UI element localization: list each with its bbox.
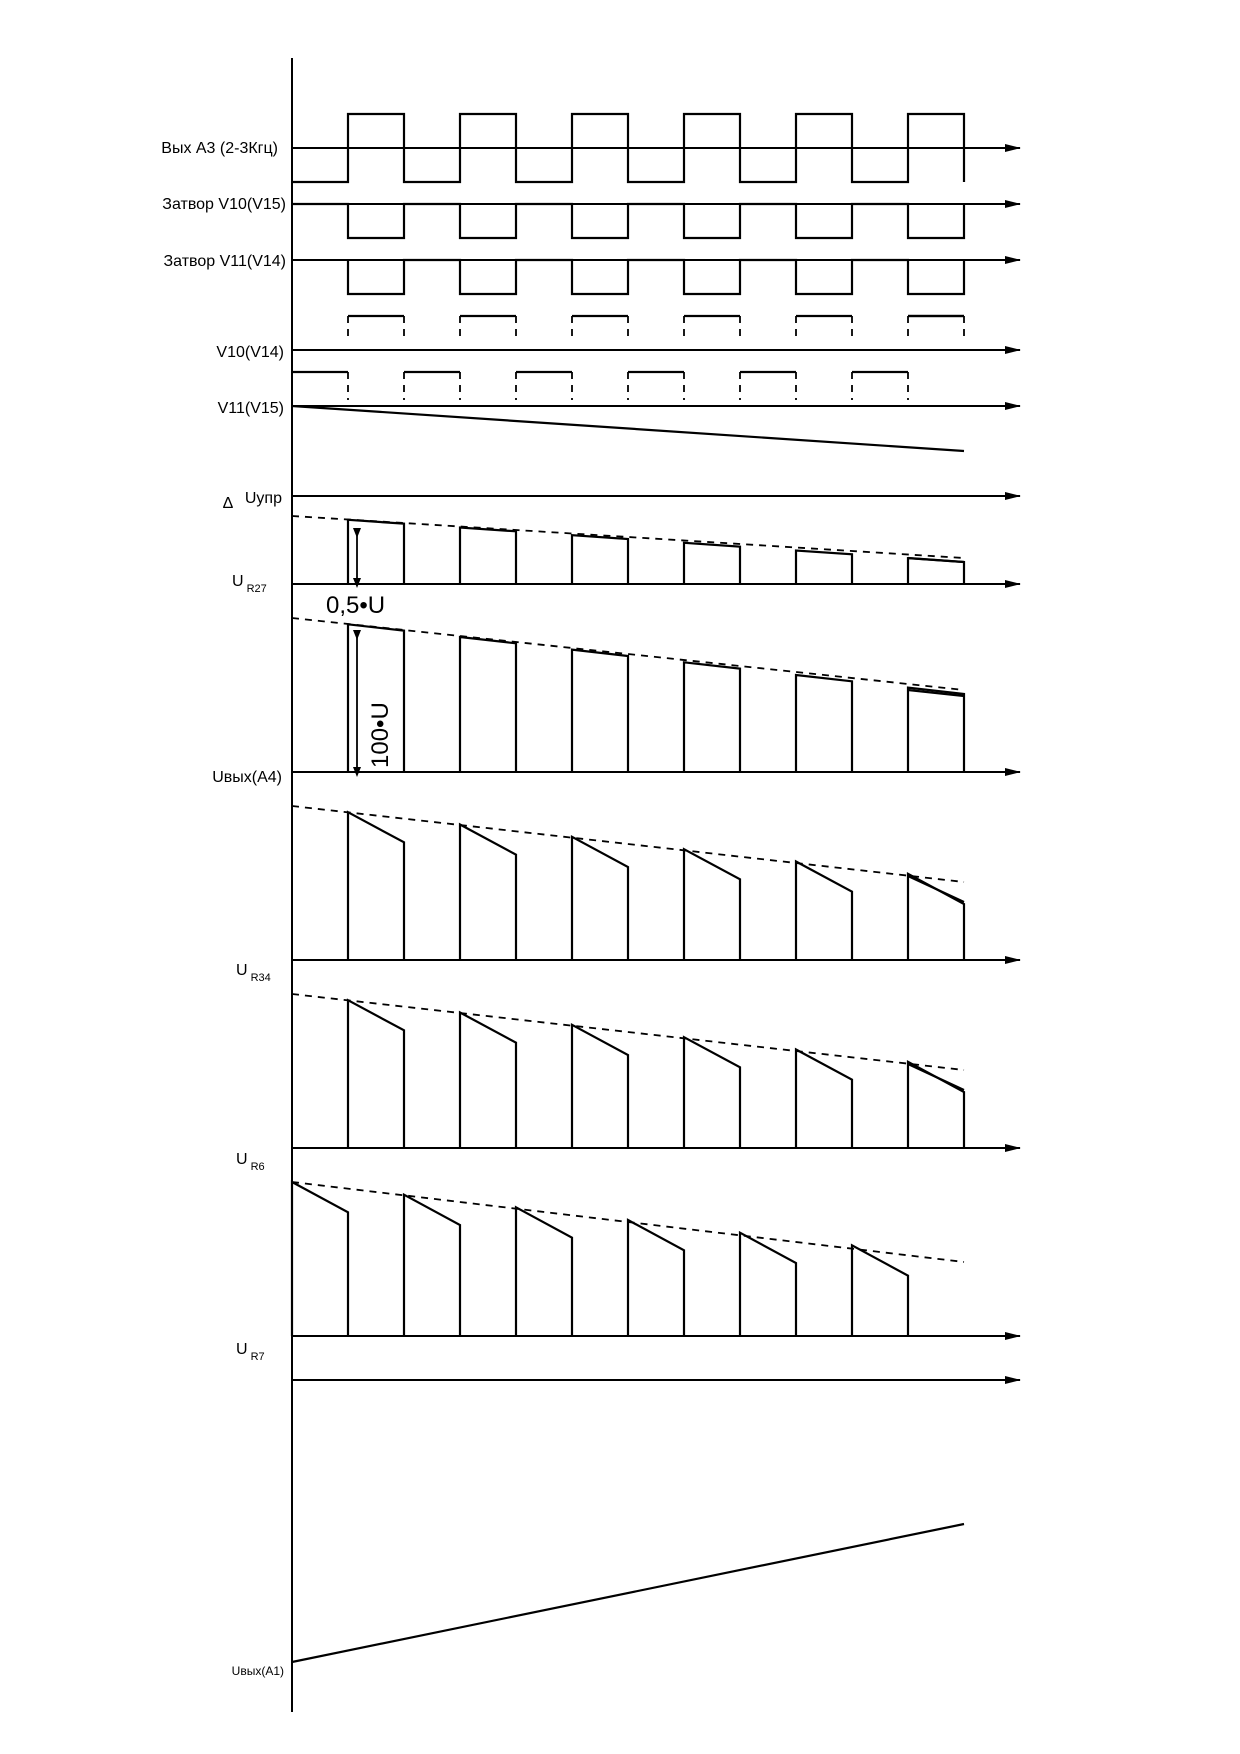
label-gate-v11: Затвор V11(V14) (163, 253, 286, 270)
ur7-pulse (292, 1182, 348, 1336)
waveforms (292, 114, 964, 1662)
uout-a4-pulse (908, 688, 964, 772)
ur7-pulse (852, 1245, 908, 1336)
ur34-tail (908, 876, 964, 902)
label-uout-a4: Uвых(А4) (212, 769, 282, 786)
ur34-pulse (684, 849, 740, 960)
ur6-pulse (460, 1013, 516, 1149)
label-ur27-main: U (232, 573, 244, 590)
ur7-pulse (404, 1195, 460, 1336)
label-ur27-sub: R27 (246, 583, 267, 595)
ur34-pulse (348, 812, 404, 960)
label-ur34-sub: R34 (250, 972, 271, 984)
label-uout-a1: Uвых(А1) (231, 1664, 284, 1678)
label-v10: V10(V14) (216, 344, 284, 361)
ur6-pulse (796, 1050, 852, 1149)
ur6-pulse (348, 1000, 404, 1148)
uout-a4-pulse (460, 637, 516, 772)
label-ur7-sub: R7 (250, 1351, 265, 1363)
annotation-half-u: 0,5•U (326, 592, 386, 619)
label-delta-uupr: Uупр (244, 490, 282, 507)
ur27-pulse (684, 543, 740, 584)
label-gate-v10: Затвор V10(V15) (162, 196, 286, 213)
ur7-pulse (516, 1207, 572, 1336)
annotation-hundred-u: 100•U (367, 702, 394, 768)
waveform-gate-v11 (348, 260, 964, 294)
ur6-tail (908, 1064, 964, 1090)
label-ur6-main: U (236, 1151, 248, 1168)
ur7-pulse (628, 1220, 684, 1336)
label-ur7-main: U (236, 1341, 248, 1358)
label-ur34-main: U (236, 962, 248, 979)
label-ur7 (236, 1341, 265, 1363)
v11-ramp-line (292, 406, 964, 451)
label-delta-uupr-symbol: Δ (222, 495, 234, 512)
ur27-tail (908, 558, 964, 562)
label-v11: V11(V15) (217, 400, 284, 417)
ur34-pulse (460, 825, 516, 961)
ur27-pulse (796, 551, 852, 585)
ur27-pulse (572, 535, 628, 584)
waveform-gate-v10 (292, 204, 964, 238)
uout-a1-ramp-line (292, 1524, 964, 1662)
ur34-pulse (572, 837, 628, 960)
label-a3-output: Вых А3 (2-3Кгц) (161, 140, 278, 157)
label-ur6 (236, 1151, 265, 1173)
ur34-pulse (908, 874, 964, 960)
label-ur27 (232, 573, 267, 595)
ur6-pulse (684, 1037, 740, 1148)
uout-a4-pulse (684, 662, 740, 772)
ur7-pulse (740, 1233, 796, 1336)
ur34-pulse (796, 862, 852, 961)
ur27-pulse (460, 528, 516, 585)
label-ur34 (236, 962, 271, 984)
uout-a4-pulse (796, 675, 852, 772)
uout-a4-pulse (572, 650, 628, 772)
ur6-pulse (572, 1025, 628, 1148)
label-ur6-sub: R6 (250, 1161, 265, 1173)
ur6-pulse (908, 1062, 964, 1148)
